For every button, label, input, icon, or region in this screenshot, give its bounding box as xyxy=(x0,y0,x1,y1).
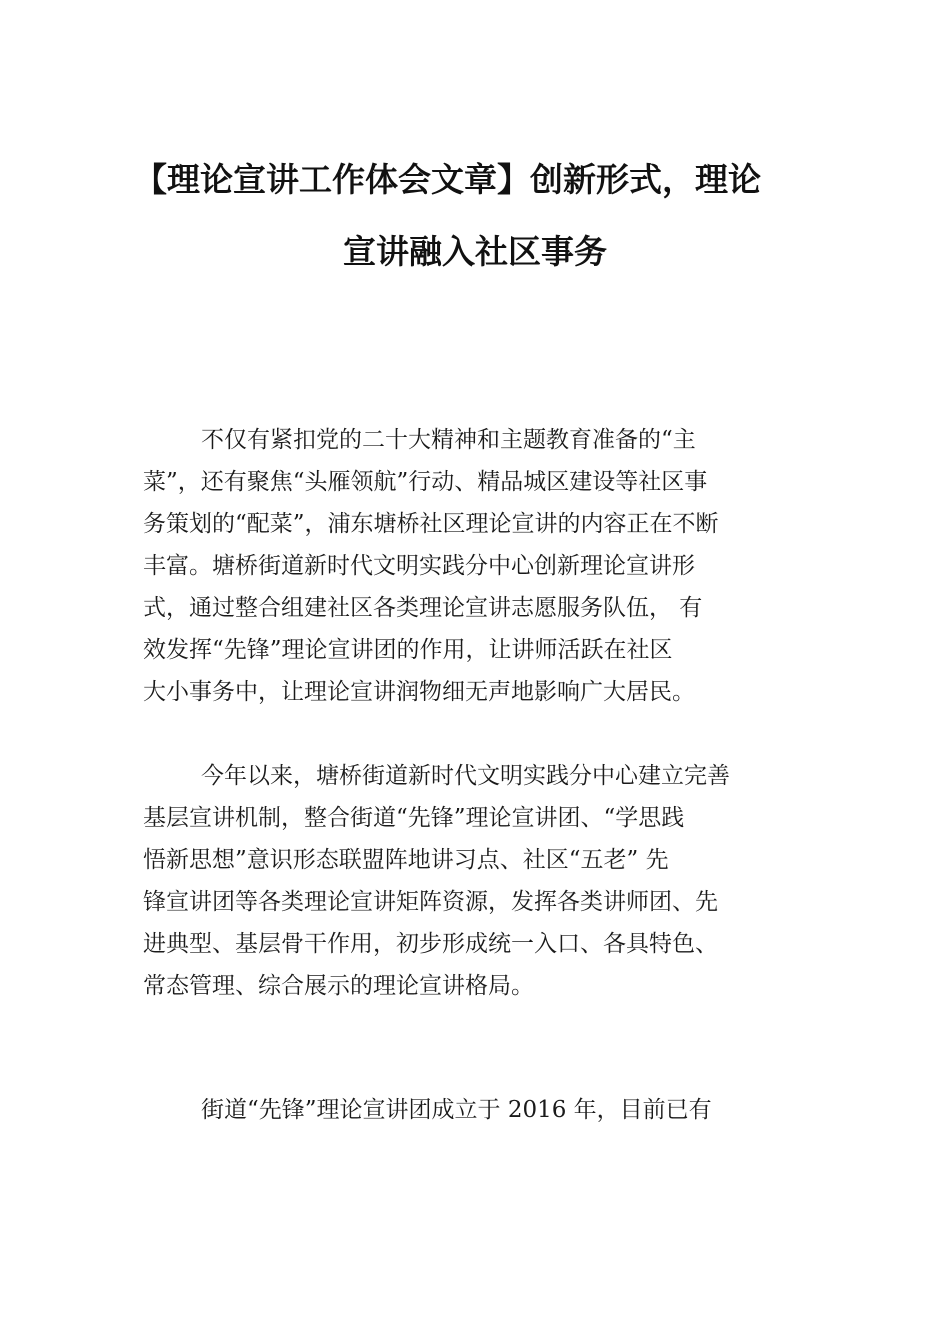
document-title-line-2: 宣讲融入社区事务 xyxy=(343,232,607,271)
paragraph-line: 进典型、基层骨干作用，初步形成统一入口、各具特色、 xyxy=(143,931,718,957)
paragraph-line: 悟新思想”意识形态联盟阵地讲习点、社区“五老” 先 xyxy=(143,847,669,873)
document-title-line-1: 【理论宣讲工作体会文章】创新形式，理论 xyxy=(134,160,761,199)
paragraph-line: 不仅有紧扣党的二十大精神和主题教育准备的“主 xyxy=(201,427,696,453)
paragraph-line: 丰富。塘桥街道新时代文明实践分中心创新理论宣讲形 xyxy=(143,553,695,579)
paragraph-line: 今年以来，塘桥街道新时代文明实践分中心建立完善 xyxy=(201,763,730,789)
paragraph-line: 街道“先锋”理论宣讲团成立于 2016 年，目前已有 xyxy=(201,1097,712,1123)
paragraph-line: 菜”，还有聚焦“头雁领航”行动、精品城区建设等社区事 xyxy=(143,469,708,495)
paragraph-line: 大小事务中，让理论宣讲润物细无声地影响广大居民。 xyxy=(143,679,695,705)
paragraph-line: 常态管理、综合展示的理论宣讲格局。 xyxy=(143,973,534,999)
paragraph-line: 式，通过整合组建社区各类理论宣讲志愿服务队伍， 有 xyxy=(143,595,703,621)
paragraph-line: 效发挥“先锋”理论宣讲团的作用，让讲师活跃在社区 xyxy=(143,637,673,663)
paragraph-line: 锋宣讲团等各类理论宣讲矩阵资源，发挥各类讲师团、先 xyxy=(143,889,718,915)
paragraph-line: 基层宣讲机制，整合街道“先锋”理论宣讲团、“学思践 xyxy=(143,805,685,831)
paragraph-line: 务策划的“配菜”，浦东塘桥社区理论宣讲的内容正在不断 xyxy=(143,511,719,537)
